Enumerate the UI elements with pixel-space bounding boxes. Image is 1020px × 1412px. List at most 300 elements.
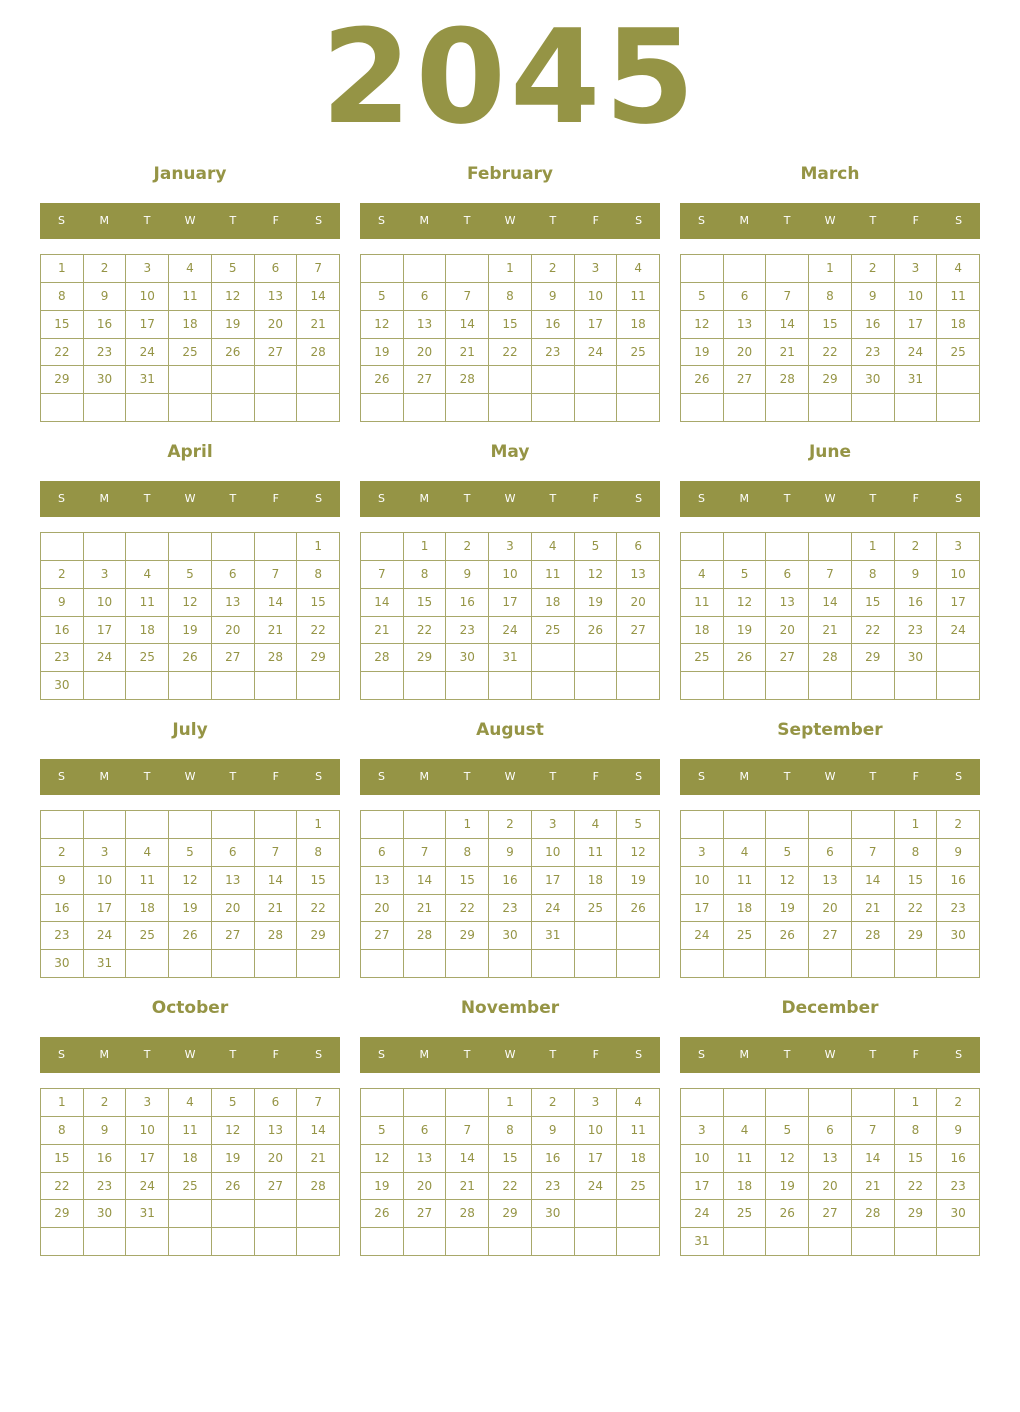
empty-day-cell — [937, 366, 980, 394]
day-cell: 6 — [212, 561, 255, 589]
day-cell: 30 — [84, 1200, 127, 1228]
day-cell: 15 — [489, 311, 532, 339]
weekday-label: T — [463, 770, 471, 783]
day-grid — [680, 1088, 980, 1256]
weekday-label: S — [57, 1048, 65, 1061]
day-cell: 13 — [809, 867, 852, 895]
day-cell: 28 — [446, 1200, 489, 1228]
weekday-label: S — [635, 770, 643, 783]
day-grid — [40, 532, 340, 700]
day-cell: 16 — [41, 895, 84, 923]
day-cell: 21 — [446, 1173, 489, 1201]
day-cell: 18 — [681, 617, 724, 645]
empty-day-cell — [724, 255, 767, 283]
empty-day-cell — [575, 366, 618, 394]
day-cell: 11 — [575, 839, 618, 867]
weekday-label: M — [419, 214, 430, 227]
day-cell: 16 — [532, 311, 575, 339]
weekday-label: T — [869, 214, 877, 227]
day-cell: 6 — [809, 1117, 852, 1145]
empty-day-cell — [212, 811, 255, 839]
weekday-header — [40, 1037, 340, 1073]
day-cell: 5 — [681, 283, 724, 311]
day-cell: 26 — [766, 1200, 809, 1228]
day-cell: 24 — [84, 922, 127, 950]
day-cell: 17 — [84, 617, 127, 645]
day-cell: 28 — [297, 339, 340, 367]
empty-day-cell — [446, 255, 489, 283]
empty-day-cell — [724, 1089, 767, 1117]
day-cell: 5 — [724, 561, 767, 589]
day-cell: 23 — [84, 339, 127, 367]
month-name: January — [153, 164, 227, 184]
day-cell: 4 — [617, 255, 660, 283]
empty-day-cell — [126, 811, 169, 839]
day-cell: 17 — [575, 1145, 618, 1173]
empty-day-cell — [255, 1228, 298, 1256]
day-cell: 27 — [724, 366, 767, 394]
day-cell: 25 — [937, 339, 980, 367]
day-cell: 23 — [937, 1173, 980, 1201]
day-grid — [360, 254, 660, 422]
day-grid — [360, 810, 660, 978]
day-cell: 9 — [937, 1117, 980, 1145]
empty-day-cell — [212, 950, 255, 978]
weekday-label: S — [635, 1048, 643, 1061]
empty-day-cell — [766, 533, 809, 561]
day-cell: 5 — [169, 561, 212, 589]
day-cell: 26 — [169, 922, 212, 950]
weekday-header — [40, 481, 340, 517]
empty-day-cell — [681, 533, 724, 561]
day-cell: 31 — [532, 922, 575, 950]
day-cell: 26 — [681, 366, 724, 394]
empty-day-cell — [255, 1200, 298, 1228]
weekday-label: M — [739, 1048, 750, 1061]
empty-day-cell — [361, 1228, 404, 1256]
empty-day-cell — [809, 394, 852, 422]
day-cell: 1 — [446, 811, 489, 839]
weekday-label: T — [229, 492, 237, 505]
day-cell: 20 — [361, 895, 404, 923]
weekday-label: T — [229, 214, 237, 227]
weekday-label: S — [315, 492, 323, 505]
empty-day-cell — [617, 672, 660, 700]
day-cell: 12 — [361, 311, 404, 339]
day-cell: 5 — [212, 255, 255, 283]
day-cell: 7 — [809, 561, 852, 589]
day-cell: 25 — [169, 339, 212, 367]
day-cell: 31 — [681, 1228, 724, 1256]
empty-day-cell — [255, 366, 298, 394]
day-cell: 14 — [809, 589, 852, 617]
day-cell: 21 — [361, 617, 404, 645]
empty-day-cell — [532, 394, 575, 422]
day-cell: 8 — [895, 1117, 938, 1145]
empty-day-cell — [681, 394, 724, 422]
day-cell: 23 — [489, 895, 532, 923]
month-name: December — [781, 998, 879, 1018]
weekday-label: T — [869, 492, 877, 505]
empty-day-cell — [617, 394, 660, 422]
weekday-label: W — [824, 1048, 836, 1061]
month-name: April — [167, 442, 213, 462]
weekday-label: M — [99, 214, 110, 227]
day-cell: 11 — [724, 1145, 767, 1173]
day-cell: 11 — [126, 589, 169, 617]
day-cell: 16 — [489, 867, 532, 895]
day-cell: 20 — [404, 339, 447, 367]
empty-day-cell — [212, 366, 255, 394]
day-cell: 3 — [126, 255, 169, 283]
month-name: June — [808, 442, 852, 462]
day-cell: 18 — [169, 1145, 212, 1173]
empty-day-cell — [617, 1228, 660, 1256]
empty-day-cell — [404, 1228, 447, 1256]
empty-day-cell — [404, 811, 447, 839]
day-cell: 20 — [255, 311, 298, 339]
day-cell: 12 — [724, 589, 767, 617]
day-cell: 8 — [297, 561, 340, 589]
day-cell: 15 — [852, 589, 895, 617]
day-cell: 5 — [212, 1089, 255, 1117]
day-cell: 4 — [126, 561, 169, 589]
day-cell: 6 — [361, 839, 404, 867]
day-cell: 6 — [617, 533, 660, 561]
empty-day-cell — [766, 394, 809, 422]
day-cell: 16 — [937, 1145, 980, 1173]
weekday-label: S — [635, 214, 643, 227]
day-grid — [360, 1088, 660, 1256]
day-cell: 18 — [724, 895, 767, 923]
empty-day-cell — [361, 672, 404, 700]
day-cell: 4 — [937, 255, 980, 283]
weekday-label: T — [143, 1048, 151, 1061]
empty-day-cell — [169, 1228, 212, 1256]
weekday-label: F — [592, 1048, 599, 1061]
day-cell: 4 — [126, 839, 169, 867]
day-cell: 12 — [212, 1117, 255, 1145]
day-cell: 26 — [724, 644, 767, 672]
empty-day-cell — [575, 672, 618, 700]
day-cell: 16 — [446, 589, 489, 617]
empty-day-cell — [617, 366, 660, 394]
empty-day-cell — [84, 672, 127, 700]
day-cell: 4 — [681, 561, 724, 589]
day-cell: 13 — [212, 867, 255, 895]
day-cell: 31 — [84, 950, 127, 978]
weekday-label: T — [783, 1048, 791, 1061]
day-cell: 21 — [809, 617, 852, 645]
day-cell: 22 — [852, 617, 895, 645]
weekday-label: W — [184, 770, 196, 783]
day-cell: 11 — [169, 283, 212, 311]
weekday-label: T — [869, 770, 877, 783]
weekday-label: M — [99, 770, 110, 783]
day-cell: 24 — [895, 339, 938, 367]
day-cell: 21 — [255, 617, 298, 645]
day-cell: 28 — [809, 644, 852, 672]
empty-day-cell — [212, 533, 255, 561]
empty-day-cell — [255, 950, 298, 978]
empty-day-cell — [404, 672, 447, 700]
day-cell: 19 — [212, 311, 255, 339]
empty-day-cell — [617, 1200, 660, 1228]
day-cell: 12 — [212, 283, 255, 311]
day-cell: 27 — [404, 1200, 447, 1228]
empty-day-cell — [489, 366, 532, 394]
day-cell: 11 — [169, 1117, 212, 1145]
day-cell: 24 — [84, 644, 127, 672]
weekday-label: S — [315, 1048, 323, 1061]
empty-day-cell — [575, 922, 618, 950]
day-cell: 14 — [297, 1117, 340, 1145]
month-name: November — [460, 998, 560, 1018]
empty-day-cell — [297, 394, 340, 422]
empty-day-cell — [852, 672, 895, 700]
day-cell: 6 — [766, 561, 809, 589]
empty-day-cell — [937, 644, 980, 672]
empty-day-cell — [404, 1089, 447, 1117]
day-cell: 20 — [212, 617, 255, 645]
day-cell: 20 — [255, 1145, 298, 1173]
empty-day-cell — [297, 1228, 340, 1256]
day-cell: 29 — [852, 644, 895, 672]
day-cell: 7 — [255, 839, 298, 867]
weekday-label: T — [549, 770, 557, 783]
day-cell: 8 — [404, 561, 447, 589]
day-cell: 25 — [126, 922, 169, 950]
day-cell: 19 — [766, 1173, 809, 1201]
day-cell: 10 — [937, 561, 980, 589]
day-cell: 13 — [766, 589, 809, 617]
empty-day-cell — [446, 1089, 489, 1117]
day-cell: 27 — [212, 644, 255, 672]
weekday-label: S — [377, 1048, 385, 1061]
empty-day-cell — [41, 1228, 84, 1256]
day-cell: 1 — [489, 255, 532, 283]
day-cell: 12 — [766, 867, 809, 895]
weekday-label: M — [419, 492, 430, 505]
empty-day-cell — [361, 950, 404, 978]
day-cell: 4 — [724, 1117, 767, 1145]
day-cell: 13 — [809, 1145, 852, 1173]
day-cell: 20 — [766, 617, 809, 645]
weekday-label: W — [504, 1048, 516, 1061]
day-cell: 26 — [766, 922, 809, 950]
day-cell: 10 — [895, 283, 938, 311]
day-cell: 29 — [895, 922, 938, 950]
day-cell: 2 — [84, 255, 127, 283]
day-cell: 17 — [895, 311, 938, 339]
day-cell: 1 — [852, 533, 895, 561]
day-cell: 11 — [617, 283, 660, 311]
empty-day-cell — [255, 672, 298, 700]
day-cell: 10 — [575, 283, 618, 311]
day-cell: 1 — [297, 533, 340, 561]
day-cell: 21 — [297, 311, 340, 339]
day-cell: 20 — [617, 589, 660, 617]
day-cell: 9 — [532, 1117, 575, 1145]
day-cell: 29 — [297, 644, 340, 672]
day-cell: 2 — [895, 533, 938, 561]
day-cell: 25 — [617, 1173, 660, 1201]
empty-day-cell — [681, 811, 724, 839]
day-cell: 8 — [489, 1117, 532, 1145]
day-cell: 2 — [41, 561, 84, 589]
empty-day-cell — [852, 950, 895, 978]
day-cell: 21 — [404, 895, 447, 923]
day-cell: 13 — [255, 1117, 298, 1145]
day-cell: 17 — [575, 311, 618, 339]
month-name: July — [172, 720, 208, 740]
day-cell: 8 — [852, 561, 895, 589]
day-cell: 12 — [617, 839, 660, 867]
day-cell: 4 — [617, 1089, 660, 1117]
day-cell: 25 — [724, 1200, 767, 1228]
empty-day-cell — [212, 1228, 255, 1256]
day-cell: 17 — [84, 895, 127, 923]
weekday-label: S — [955, 1048, 963, 1061]
day-cell: 18 — [126, 895, 169, 923]
day-cell: 5 — [766, 1117, 809, 1145]
day-cell: 24 — [937, 617, 980, 645]
weekday-label: T — [229, 1048, 237, 1061]
weekday-label: S — [635, 492, 643, 505]
day-cell: 5 — [361, 283, 404, 311]
weekday-label: T — [783, 770, 791, 783]
day-cell: 4 — [169, 1089, 212, 1117]
empty-day-cell — [937, 950, 980, 978]
day-cell: 2 — [937, 811, 980, 839]
day-cell: 26 — [575, 617, 618, 645]
day-cell: 22 — [404, 617, 447, 645]
day-cell: 28 — [255, 922, 298, 950]
empty-day-cell — [575, 1228, 618, 1256]
day-cell: 24 — [126, 1173, 169, 1201]
weekday-label: T — [143, 492, 151, 505]
day-cell: 7 — [297, 1089, 340, 1117]
day-cell: 14 — [297, 283, 340, 311]
day-cell: 28 — [446, 366, 489, 394]
empty-day-cell — [212, 394, 255, 422]
day-cell: 9 — [446, 561, 489, 589]
empty-day-cell — [446, 394, 489, 422]
empty-day-cell — [724, 672, 767, 700]
day-cell: 5 — [766, 839, 809, 867]
day-cell: 16 — [532, 1145, 575, 1173]
day-cell: 20 — [809, 1173, 852, 1201]
weekday-label: W — [824, 214, 836, 227]
weekday-label: T — [869, 1048, 877, 1061]
day-cell: 27 — [255, 339, 298, 367]
day-cell: 14 — [255, 589, 298, 617]
day-cell: 28 — [297, 1173, 340, 1201]
empty-day-cell — [895, 672, 938, 700]
empty-day-cell — [681, 672, 724, 700]
day-cell: 12 — [361, 1145, 404, 1173]
day-cell: 18 — [724, 1173, 767, 1201]
day-cell: 23 — [84, 1173, 127, 1201]
empty-day-cell — [766, 1089, 809, 1117]
day-cell: 23 — [532, 1173, 575, 1201]
day-cell: 18 — [126, 617, 169, 645]
day-cell: 18 — [169, 311, 212, 339]
empty-day-cell — [575, 950, 618, 978]
day-cell: 19 — [724, 617, 767, 645]
empty-day-cell — [361, 255, 404, 283]
empty-day-cell — [681, 255, 724, 283]
day-cell: 31 — [126, 366, 169, 394]
day-cell: 27 — [617, 617, 660, 645]
day-cell: 10 — [126, 1117, 169, 1145]
day-cell: 22 — [895, 895, 938, 923]
weekday-header — [40, 203, 340, 239]
empty-day-cell — [766, 672, 809, 700]
day-cell: 15 — [297, 867, 340, 895]
day-cell: 17 — [126, 311, 169, 339]
day-cell: 9 — [84, 283, 127, 311]
empty-day-cell — [681, 950, 724, 978]
day-cell: 17 — [126, 1145, 169, 1173]
empty-day-cell — [126, 533, 169, 561]
day-cell: 15 — [809, 311, 852, 339]
day-cell: 10 — [681, 1145, 724, 1173]
empty-day-cell — [937, 394, 980, 422]
weekday-label: W — [184, 492, 196, 505]
day-cell: 25 — [169, 1173, 212, 1201]
day-cell: 8 — [41, 283, 84, 311]
day-cell: 26 — [361, 1200, 404, 1228]
empty-day-cell — [852, 1089, 895, 1117]
day-cell: 4 — [532, 533, 575, 561]
weekday-label: W — [504, 214, 516, 227]
day-cell: 28 — [852, 922, 895, 950]
day-cell: 30 — [41, 950, 84, 978]
day-cell: 30 — [532, 1200, 575, 1228]
day-cell: 20 — [404, 1173, 447, 1201]
weekday-label: S — [955, 214, 963, 227]
day-cell: 12 — [575, 561, 618, 589]
weekday-label: S — [955, 492, 963, 505]
day-cell: 26 — [169, 644, 212, 672]
empty-day-cell — [126, 950, 169, 978]
day-cell: 15 — [895, 1145, 938, 1173]
day-cell: 14 — [852, 867, 895, 895]
day-cell: 23 — [41, 644, 84, 672]
day-cell: 8 — [895, 839, 938, 867]
weekday-label: S — [57, 214, 65, 227]
weekday-label: F — [912, 1048, 919, 1061]
day-cell: 19 — [212, 1145, 255, 1173]
month-name: October — [151, 998, 229, 1018]
day-cell: 21 — [446, 339, 489, 367]
day-cell: 22 — [41, 339, 84, 367]
weekday-header — [360, 481, 660, 517]
day-cell: 28 — [361, 644, 404, 672]
empty-day-cell — [766, 811, 809, 839]
weekday-label: T — [143, 770, 151, 783]
day-cell: 23 — [446, 617, 489, 645]
day-cell: 17 — [681, 1173, 724, 1201]
day-grid — [680, 254, 980, 422]
day-cell: 19 — [169, 617, 212, 645]
empty-day-cell — [255, 811, 298, 839]
empty-day-cell — [724, 1228, 767, 1256]
empty-day-cell — [255, 394, 298, 422]
day-cell: 23 — [937, 895, 980, 923]
day-cell: 8 — [809, 283, 852, 311]
